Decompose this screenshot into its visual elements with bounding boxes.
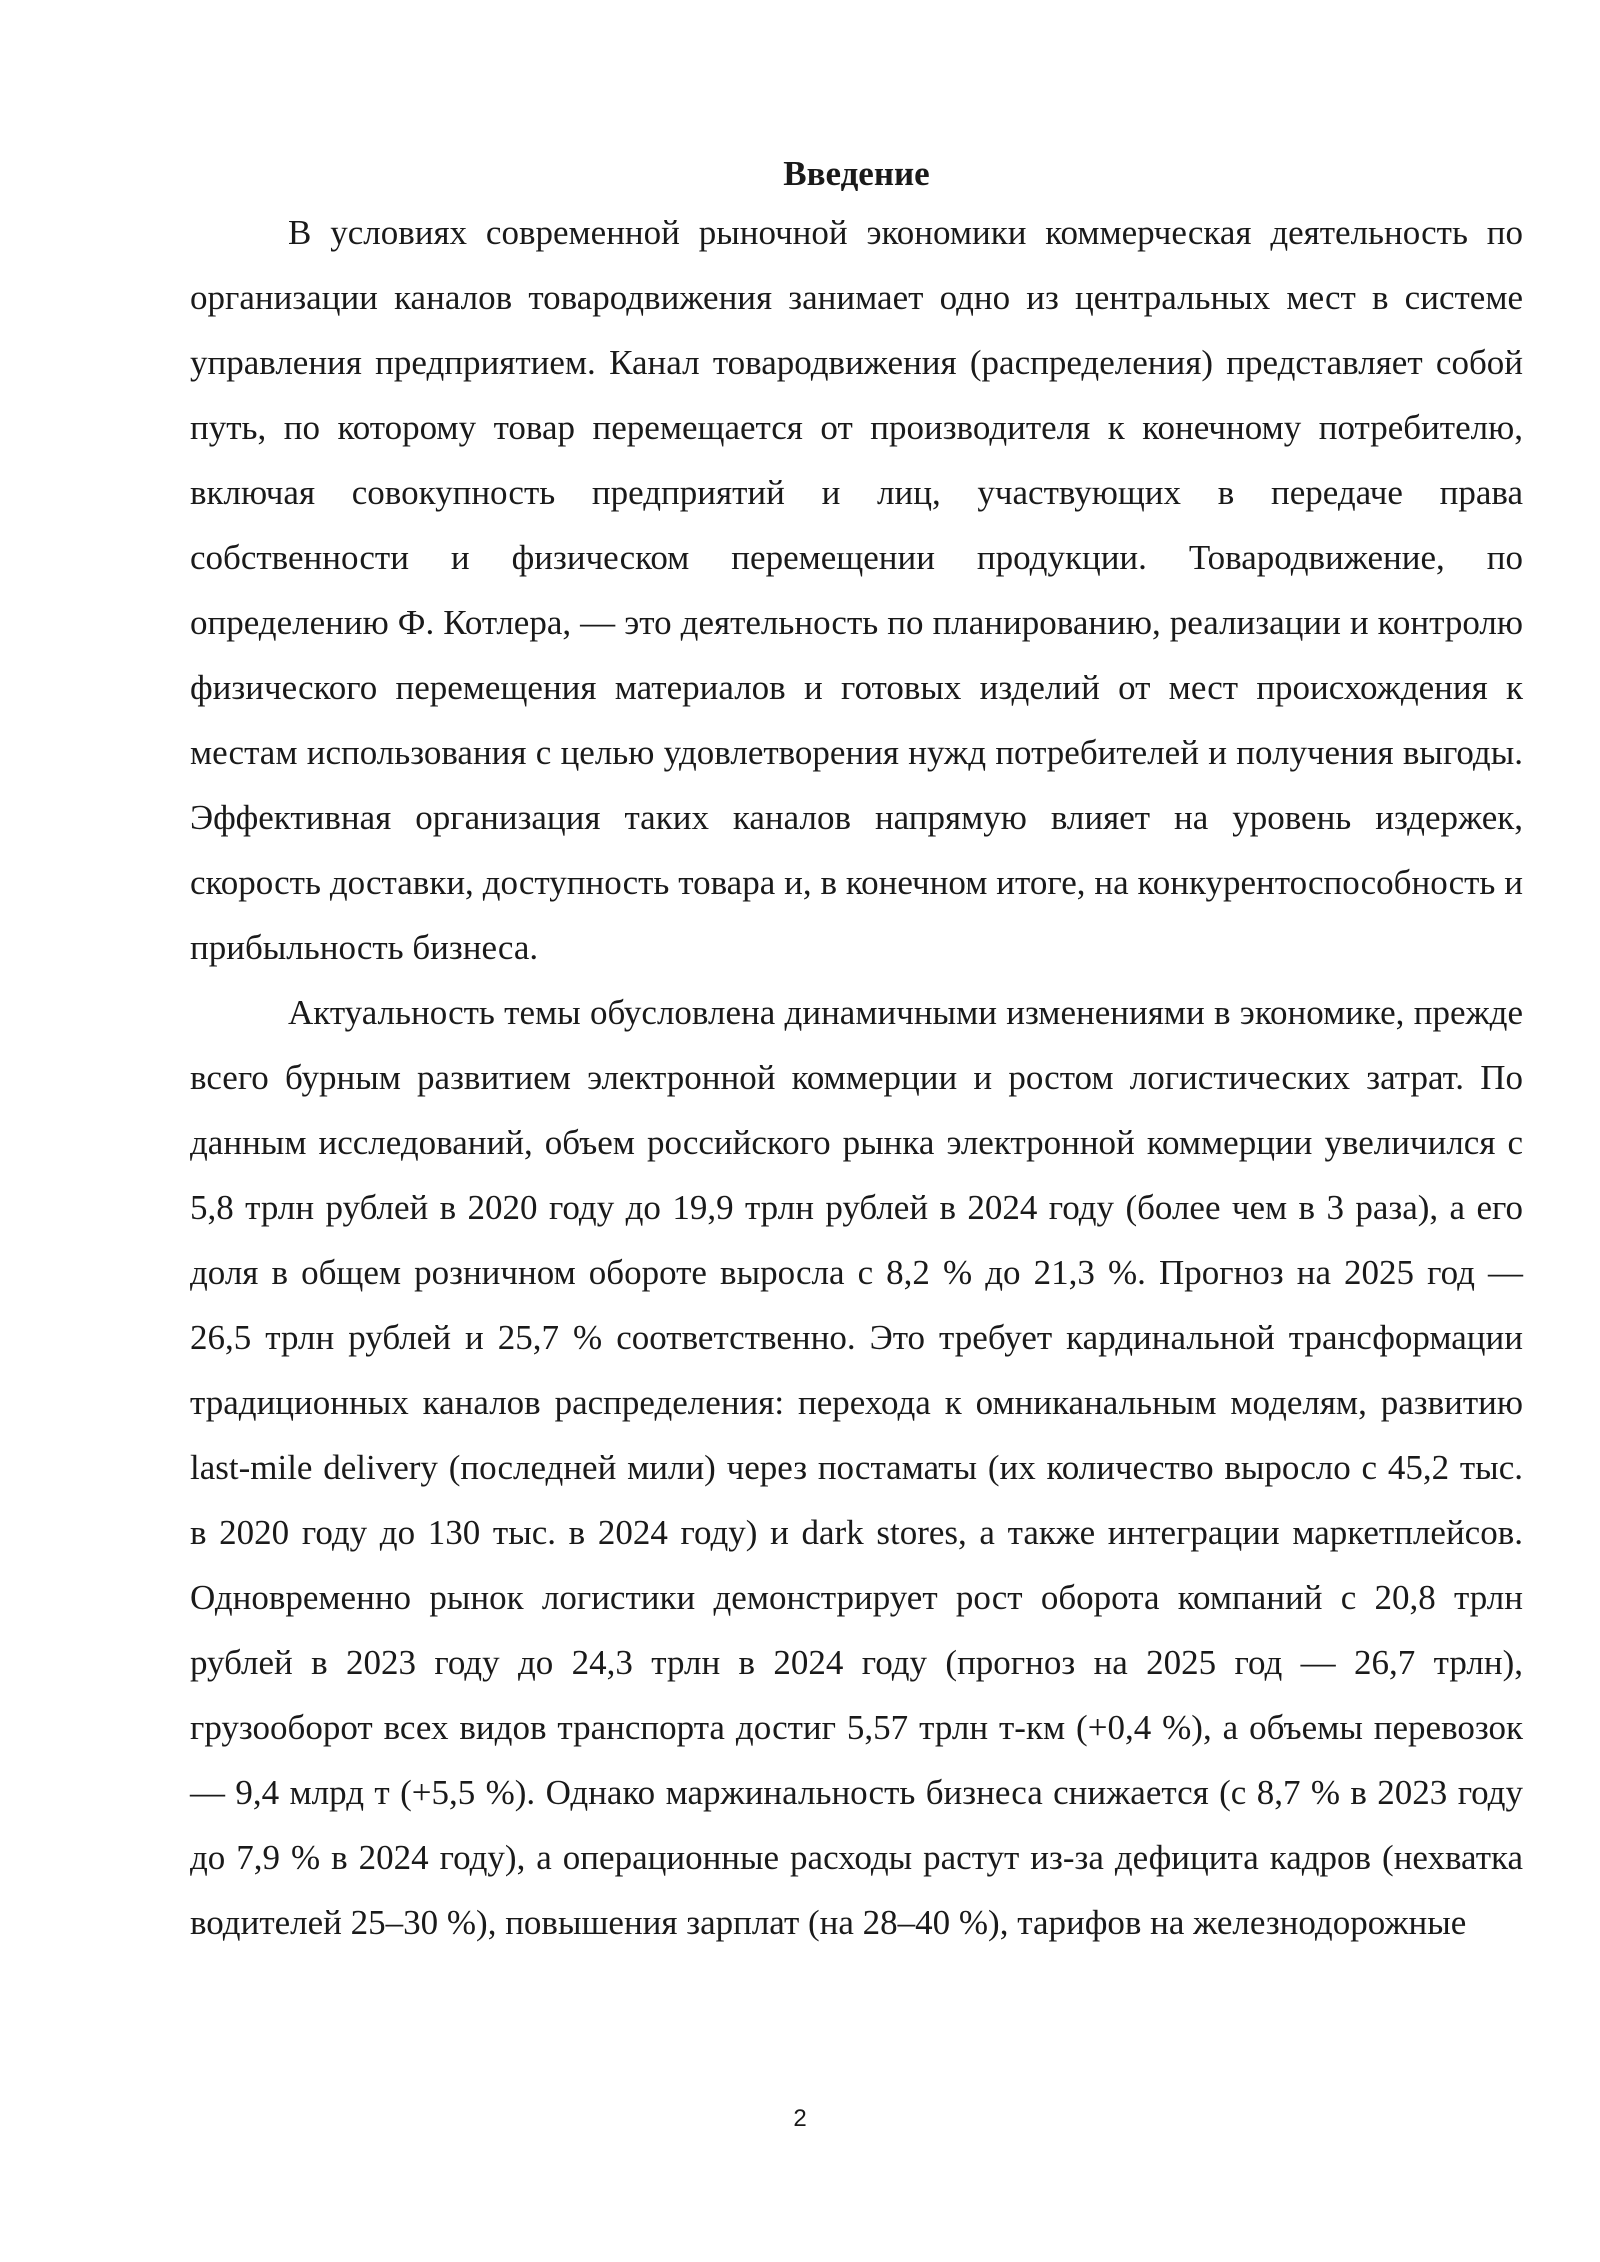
paragraph-relevance: Актуальность темы обусловлена динамичными изменениями в экономике, прежде всего бурным развитием электронной коммерции и ростом логистических затрат. По данным исследований, объем российского рынка электронной коммерции увеличился с 5,8 трлн рублей в 2020 году до 19,9 трлн рублей в 2024 году (более чем в 3 раза), а его доля в общем розничном обороте выросла с 8,2 % до 21,3 %. Прогноз на 2025 год — 26,5 трлн рублей и 25,7 % соответственно. Это требует кардинальной трансформации традиционных каналов распределения: перехода к омниканальным моделям, развитию last-mile delivery (последней мили) через постаматы (их количество выросло с 45,2 тыс. в 2020 году до 130 тыс. в 2024 году) и dark stores, а также интеграции маркетплейсов. Одновременно рынок логистики демонстрирует рост оборота компаний с 20,8 трлн рублей в 2023 году до 24,3 трлн в 2024 году (прогноз на 2025 год — 26,7 трлн), грузооборот всех видов транспорта достиг 5,57 трлн т-км (+0,4 %), а объемы перевозок — 9,4 млрд т (+5,5 %). Однако маржинальность бизнеса снижается (с 8,7 % в 2023 году до 7,9 % в 2024 году), а операционные расходы растут из-за дефицита кадров (нехватка водителей 25–30 %), повышения зарплат (на 28–40 %), тарифов на железнодорожные [190, 993, 1523, 1942]
section-heading: Введение [783, 154, 930, 193]
paragraph-intro: В условиях современной рыночной экономики коммерческая деятельность по организации каналов товародвижения занимает одно из центральных мест в системе управления предприятием. Канал товародвижения (распределения) представляет собой путь, по которому товар перемещается от производителя к конечному потребителю, включая совокупность предприятий и лиц, участвующих в передаче права собственности и физическом перемещении продукции. Товародвижение, по определению Ф. Котлера, — это деятельность по планированию, реализации и контролю физического перемещения материалов и готовых изделий от мест происхождения к местам использования с целью удовлетворения нужд потребителей и получения выгоды. Эффективная организация таких каналов напрямую влияет на уровень издержек, скорость доставки, доступность товара и, в конечном итоге, на конкурентоспособность и прибыльность бизнеса. [190, 213, 1523, 967]
page-number: 2 [793, 2105, 807, 2132]
page-content [190, 148, 1523, 1955]
